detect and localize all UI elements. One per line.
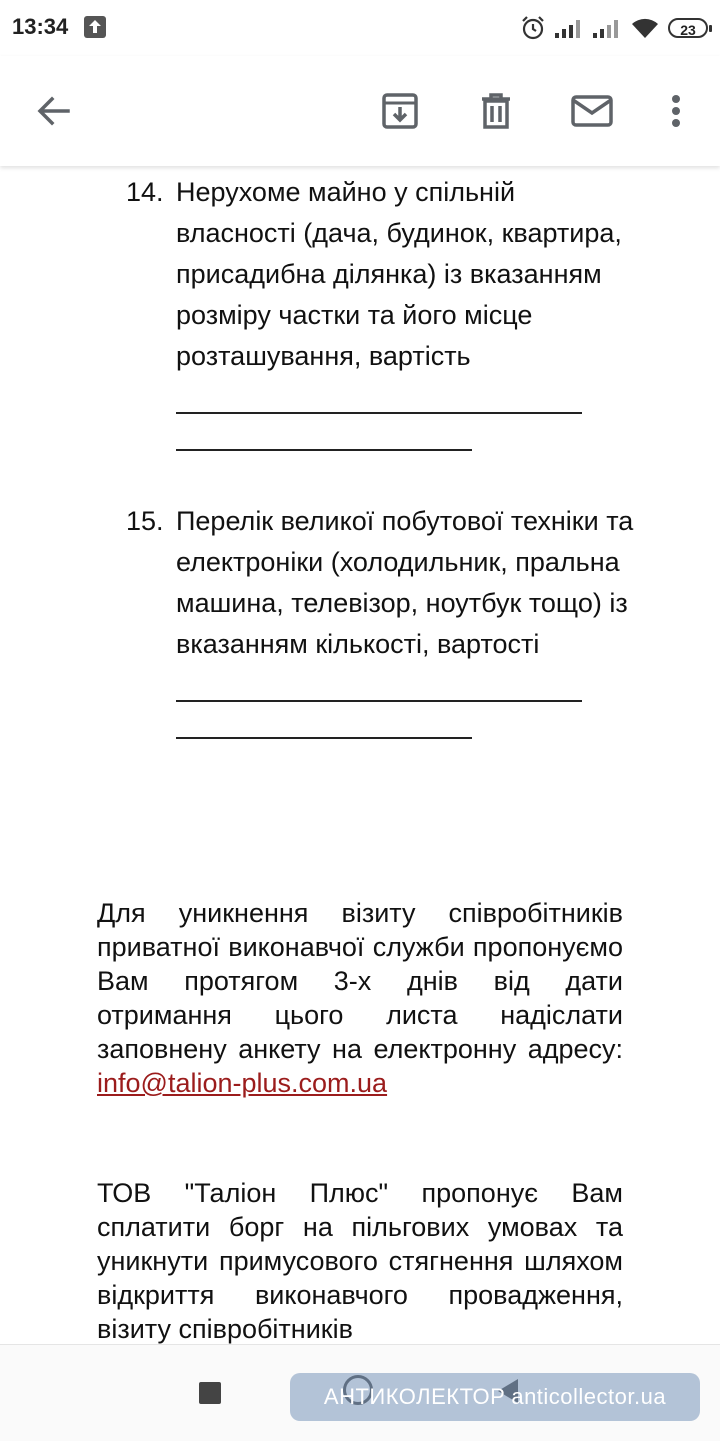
paragraph-text: ТОВ "Таліон Плюс" пропонує Вам сплатити борг на пільгових умовах та уникнути примусового стягнення шляхом відкриття виконавчого провадження, візиту співробітників <box>97 1178 623 1344</box>
email-link[interactable]: info@talion-plus.com.ua <box>97 1068 388 1098</box>
watermark <box>290 1373 700 1421</box>
status-time: 13:34 <box>12 14 69 39</box>
archive-icon <box>380 91 420 131</box>
app-toolbar <box>0 56 720 166</box>
paragraph-offer <box>97 1176 623 1344</box>
battery-icon <box>668 18 708 38</box>
signal-icon <box>554 17 584 39</box>
status-icons <box>520 14 708 42</box>
delete-button[interactable] <box>468 83 524 139</box>
wifi-icon <box>630 16 660 40</box>
system-nav-bar <box>0 1344 720 1441</box>
more-button[interactable] <box>648 83 704 139</box>
fill-in-line <box>176 377 582 414</box>
watermark-site: anticollector.ua <box>511 1384 667 1409</box>
delete-icon <box>476 91 516 131</box>
paragraph-text: Для уникнення візиту співробітників приватної виконавчої служби пропонуємо Вам протягом 3-х днів від дати отримання цього листа надіслати заповнену анкету на електронну адресу: <box>97 898 623 1064</box>
recents-button[interactable] <box>199 1382 221 1404</box>
list-item-content <box>176 172 636 451</box>
archive-button[interactable] <box>372 83 428 139</box>
list-item-text: Нерухоме майно у спільній власності (дача, будинок, квартира, присадибна ділянка) із вказанням розміру частки та його місце розташування, вартість <box>176 177 622 371</box>
fill-in-line <box>176 414 472 451</box>
alarm-icon <box>520 15 546 41</box>
list-item-number: 14. <box>126 177 164 207</box>
email-body <box>0 168 720 1344</box>
list-item-content <box>176 501 636 739</box>
back-button[interactable] <box>26 83 82 139</box>
mark-unread-button[interactable] <box>564 83 620 139</box>
more-vert-icon <box>668 91 684 131</box>
status-bar <box>0 0 720 56</box>
battery-level: 23 <box>680 22 696 38</box>
list-item-text: Перелік великої побутової техніки та електроніки (холодильник, пральна машина, телевізор, ноутбук тощо) із вказанням кількості, вартості <box>176 506 634 659</box>
upload-icon <box>84 16 106 38</box>
watermark-brand: АНТИКОЛЕКТОР <box>323 1384 506 1409</box>
fill-in-line <box>176 702 472 739</box>
signal-icon <box>592 17 622 39</box>
back-arrow-icon <box>34 91 74 131</box>
mail-icon <box>570 91 614 131</box>
fill-in-line <box>176 665 582 702</box>
list-item-number: 15. <box>126 506 164 536</box>
paragraph-questionnaire <box>97 896 623 1100</box>
